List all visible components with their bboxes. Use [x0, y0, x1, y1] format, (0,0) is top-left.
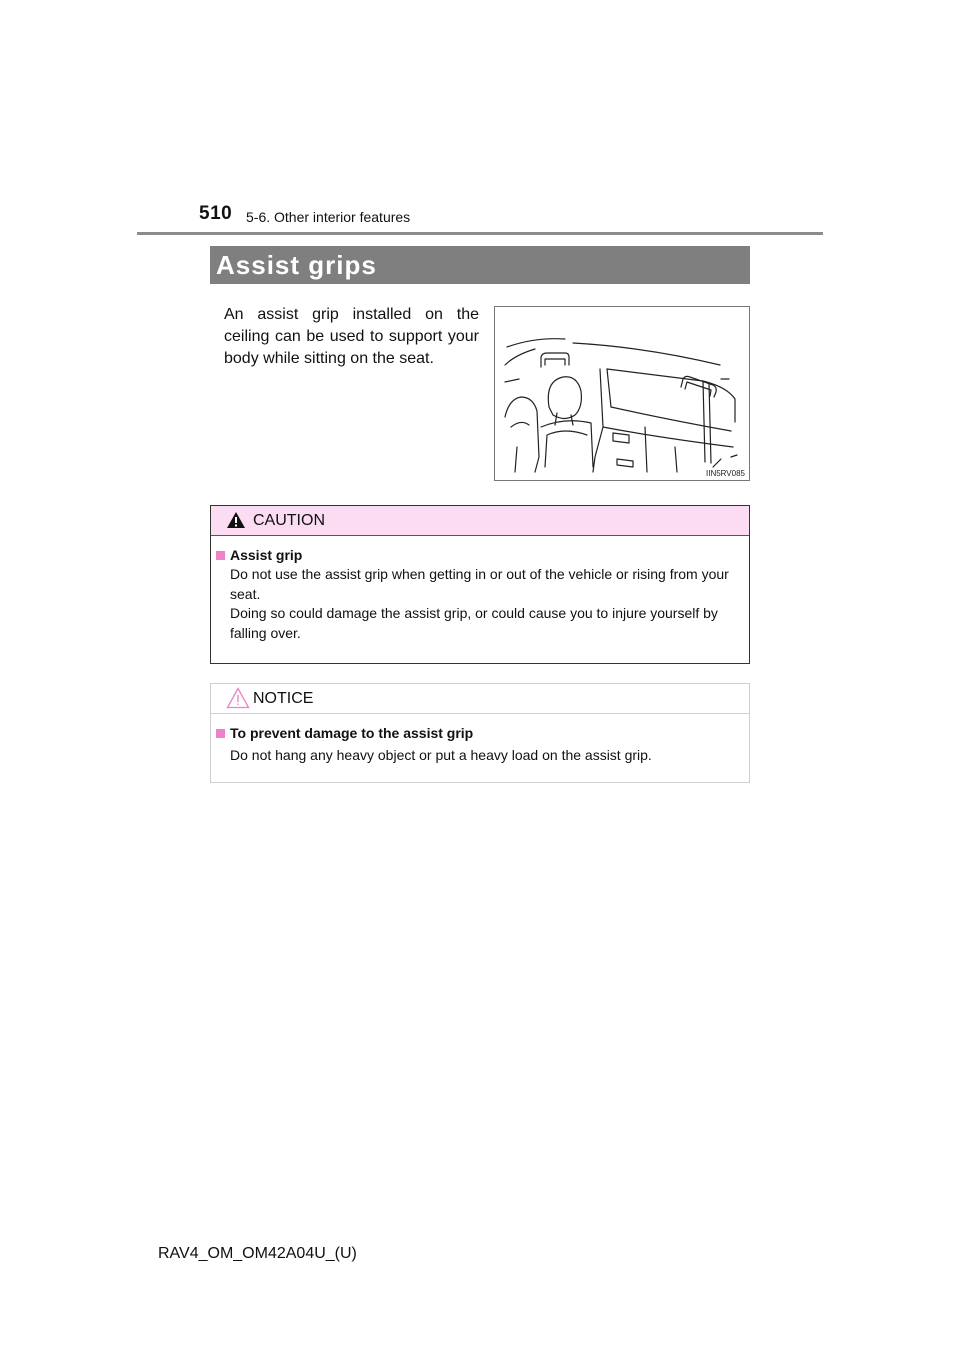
warning-triangle-icon	[226, 511, 246, 534]
intro-paragraph: An assist grip installed on the ceiling can be used to support your body while sitting on the seat.	[224, 306, 479, 367]
caution-box	[210, 505, 750, 664]
caution-line: Doing so could damage the assist grip, or could cause you to injure yourself by falling over.	[230, 605, 718, 641]
section-title-bar	[210, 246, 750, 284]
notice-line: Do not hang any heavy object or put a heavy load on the assist grip.	[230, 747, 652, 763]
caution-item-title	[216, 546, 741, 565]
notice-item-title	[216, 724, 741, 743]
notice-triangle-icon	[226, 687, 250, 714]
illustration-code: IIN5RV085	[706, 469, 745, 478]
caution-body	[211, 536, 749, 643]
header-divider	[137, 232, 823, 235]
notice-box	[210, 683, 750, 783]
notice-header	[211, 684, 749, 714]
manual-id: RAV4_OM_OM42A04U_(U)	[158, 1245, 357, 1262]
assist-grip-illustration	[494, 306, 750, 481]
square-bullet-icon	[216, 729, 225, 738]
section-label: 5-6. Other interior features	[246, 209, 411, 225]
caution-line: Do not use the assist grip when getting in or out of the vehicle or rising from your seat.	[230, 566, 729, 602]
caution-label: CAUTION	[253, 512, 325, 529]
notice-item-title-text: To prevent damage to the assist grip	[230, 725, 474, 741]
caution-item-title-text: Assist grip	[230, 547, 303, 563]
car-interior-drawing	[495, 307, 749, 480]
caution-header	[211, 506, 749, 536]
square-bullet-icon	[216, 551, 225, 560]
notice-label: NOTICE	[253, 690, 314, 707]
page-title: Assist grips	[216, 250, 377, 280]
page-number: 510	[199, 203, 233, 224]
notice-body	[211, 714, 749, 767]
